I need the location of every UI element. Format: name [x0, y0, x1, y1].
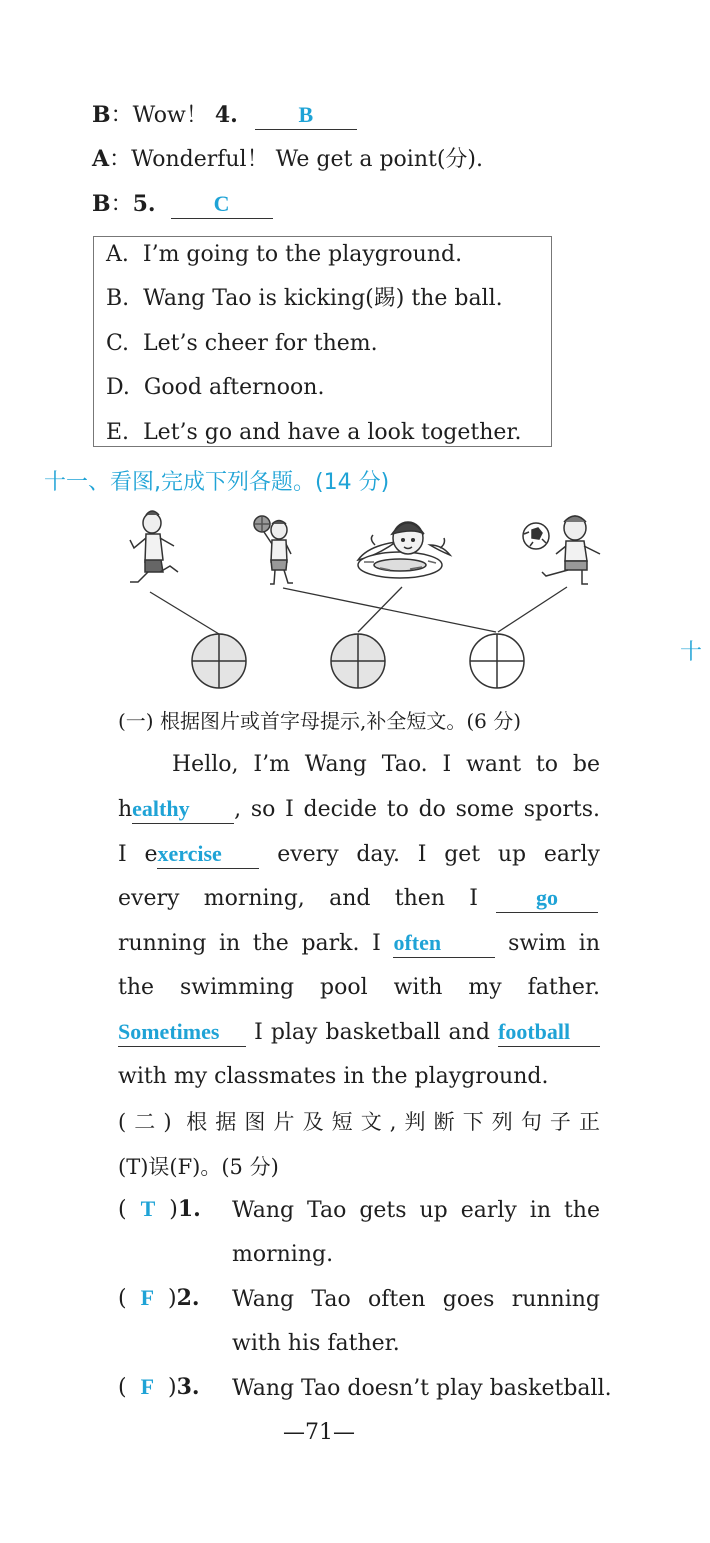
- answer-blank-sometimes[interactable]: [118, 1019, 246, 1047]
- dialogue-text: Wonderful！ We get a point(分).: [131, 147, 483, 172]
- answer-text: ealthy: [132, 796, 190, 821]
- initial-letter: e: [144, 842, 158, 867]
- option-text: Wang Tao is kicking(踢) the ball.: [143, 286, 503, 311]
- tf-item-2-paren[interactable]: ( F )2.: [118, 1285, 200, 1311]
- tf-item-1-line-1: Wang Tao gets up early in the: [232, 1198, 600, 1223]
- answer-circle-2[interactable]: [331, 634, 385, 688]
- passage-line-4: [118, 884, 600, 914]
- part2-heading-line-2: (T)误(F)。(5 分): [118, 1155, 279, 1179]
- answer-circle-1[interactable]: [192, 634, 246, 688]
- running-boy-figure: [130, 511, 178, 582]
- passage-line-3: [118, 840, 600, 870]
- passage-line-7: [118, 1018, 600, 1048]
- passage-line-1: Hello, I’m Wang Tao. I want to be: [172, 752, 600, 777]
- passage-text: I: [118, 842, 127, 867]
- tf-item-3-paren[interactable]: ( F )3.: [118, 1374, 200, 1400]
- next-section-fragment: 十: [680, 640, 703, 665]
- passage-text: , so I decide to do some sports.: [234, 797, 600, 822]
- swimming-boy-figure: [358, 522, 450, 578]
- tf-item-1-paren[interactable]: ( T )1.: [118, 1196, 201, 1222]
- answer-text: Sometimes: [118, 1019, 220, 1044]
- tf-item-2-line-1: Wang Tao often goes running: [232, 1287, 600, 1312]
- answer-blank-football[interactable]: [498, 1019, 600, 1047]
- item-number: 3.: [176, 1374, 200, 1400]
- passage-text: running in the park. I: [118, 931, 381, 956]
- passage-text: I play basketball and: [254, 1020, 490, 1045]
- answer-text: often: [393, 930, 442, 955]
- tf-answer: F: [140, 1374, 155, 1399]
- tf-answer: T: [140, 1196, 156, 1221]
- option-text: Let’s cheer for them.: [143, 331, 378, 356]
- answer-circle-3[interactable]: [470, 634, 524, 688]
- speaker-b: B: [92, 191, 111, 217]
- question-number: 5.: [132, 191, 156, 217]
- answer-text: football: [498, 1019, 571, 1044]
- answer-text: C: [213, 191, 230, 216]
- tf-item-3-line-1: Wang Tao doesn’t play basketball.: [232, 1376, 612, 1401]
- option-letter: A.: [106, 242, 129, 267]
- passage-text: every morning, and then I: [118, 886, 478, 911]
- speaker-b: B: [92, 102, 111, 128]
- option-letter: E.: [106, 420, 130, 445]
- section-11-title: 十一、看图,完成下列各题。(14 分): [44, 470, 390, 495]
- football-boy-figure: [523, 516, 600, 584]
- option-text: Let’s go and have a look together.: [143, 420, 522, 445]
- item-number: 1.: [177, 1196, 201, 1222]
- answer-blank-often[interactable]: [393, 930, 495, 958]
- answer-text: xercise: [157, 841, 222, 866]
- answer-blank-exercise[interactable]: [157, 841, 259, 869]
- passage-line-6: the swimming pool with my father.: [118, 975, 600, 1000]
- dialogue-text: Wow！: [132, 103, 208, 128]
- tf-item-2-line-2: with his father.: [232, 1331, 400, 1356]
- colon: ：: [110, 192, 133, 217]
- item-number: 2.: [176, 1285, 200, 1311]
- option-text: Good afternoon.: [143, 375, 325, 400]
- speaker-a: A: [92, 146, 110, 172]
- page-number: —71—: [283, 1420, 355, 1445]
- answer-circles: [192, 634, 524, 688]
- passage-line-8: with my classmates in the playground.: [118, 1064, 549, 1089]
- colon: ：: [110, 103, 133, 128]
- initial-letter: h: [118, 797, 133, 822]
- question-number: 4.: [214, 102, 238, 128]
- part1-heading: (一) 根据图片或首字母提示,补全短文。(6 分): [118, 709, 522, 733]
- answer-text: B: [298, 102, 314, 127]
- option-letter: B.: [106, 286, 130, 311]
- passage-line-2: [118, 795, 600, 825]
- basketball-boy-figure: [254, 516, 293, 584]
- answer-blank-go[interactable]: [496, 885, 598, 913]
- part2-heading-line-1: (二) 根据图片及短文,判断下列句子正: [118, 1110, 600, 1134]
- colon: ：: [109, 147, 132, 172]
- passage-text: swim in: [508, 931, 600, 956]
- option-text: I’m going to the playground.: [142, 242, 463, 267]
- passage-line-5: [118, 929, 600, 959]
- tf-item-1-line-2: morning.: [232, 1242, 334, 1267]
- answer-blank-healthy[interactable]: [132, 796, 234, 824]
- option-letter: C.: [106, 331, 130, 356]
- tf-answer: F: [140, 1285, 155, 1310]
- answer-text: go: [536, 885, 558, 910]
- passage-text: every day. I get up early: [277, 842, 600, 867]
- matching-lines: [150, 587, 567, 634]
- option-letter: D.: [106, 375, 130, 400]
